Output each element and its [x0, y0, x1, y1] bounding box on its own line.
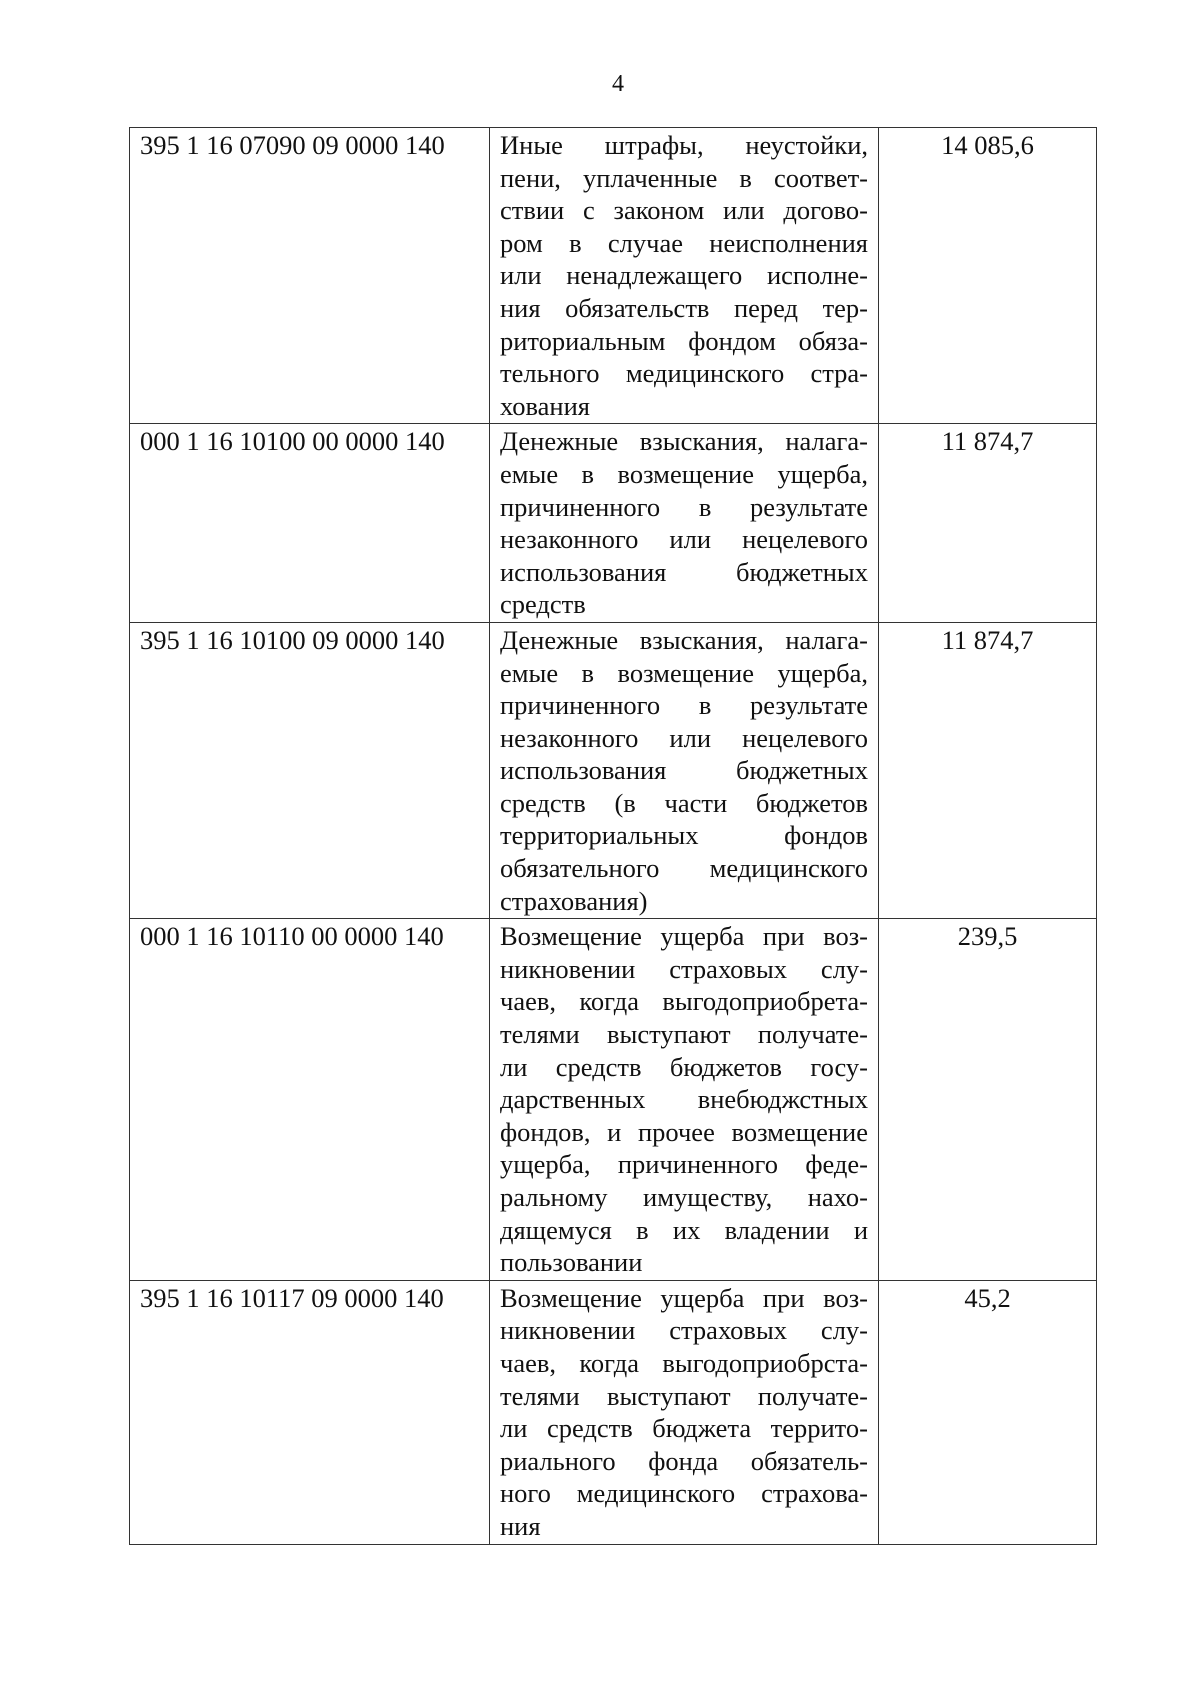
description-line: риального фонда обязатель- — [500, 1445, 868, 1476]
description-line: телями выступают получате- — [500, 1019, 868, 1050]
description-line: дящемуся в их владении и — [500, 1214, 868, 1245]
amount-value: 45,2 — [879, 1280, 1097, 1544]
table-row — [130, 919, 1097, 1281]
description-line: никновении страховых слу- — [500, 1315, 868, 1346]
description-line: пользовании — [500, 1247, 643, 1278]
budget-classification-code: 395 1 16 07090 09 0000 140 — [130, 128, 490, 424]
description-line: фондов, и прочее возмещение — [500, 1116, 868, 1147]
description-line: ния обязательств перед тер- — [500, 292, 868, 323]
description-line: страхования) — [500, 885, 648, 916]
revenue-description — [490, 622, 879, 918]
description-line: дарственных внебюджстных — [500, 1084, 868, 1115]
budget-classification-code: 000 1 16 10110 00 0000 140 — [130, 919, 490, 1281]
description-line: средств (в части бюджетов — [500, 787, 868, 818]
budget-classification-code: 395 1 16 10100 09 0000 140 — [130, 622, 490, 918]
revenue-description — [490, 128, 879, 424]
description-line: Иные штрафы, неустойки, — [500, 130, 868, 160]
description-line: емые в возмещение ущерба, — [500, 657, 868, 688]
description-line: причиненного в результате — [500, 690, 868, 721]
amount-value: 14 085,6 — [879, 128, 1097, 424]
description-line: никновении страховых слу- — [500, 953, 868, 984]
description-line: ли средств бюджета террито- — [500, 1413, 868, 1444]
description-line: ствии с законом или догово- — [500, 195, 868, 226]
description-line: обязательного медицинского — [500, 853, 868, 884]
amount-value: 11 874,7 — [879, 622, 1097, 918]
table-row — [130, 1280, 1097, 1544]
description-line: ния — [500, 1510, 541, 1541]
amount-value: 11 874,7 — [879, 424, 1097, 623]
revenue-description — [490, 1280, 879, 1544]
description-line: ного медицинского страхова- — [500, 1478, 868, 1509]
description-line: ром в случае неисполнения — [500, 227, 868, 258]
description-line: емые в возмещение ущерба, — [500, 458, 868, 489]
description-line: Возмещение ущерба при воз- — [500, 1282, 868, 1313]
description-line: телями выступают получате- — [500, 1380, 868, 1411]
description-line: чаев, когда выгодоприобрста- — [500, 1347, 868, 1378]
description-line: использования бюджетных — [500, 556, 868, 587]
description-line: использования бюджетных — [500, 755, 868, 786]
description-line: Денежные взыскания, налага- — [500, 624, 868, 655]
description-line: Возмещение ущерба при воз- — [500, 921, 868, 952]
budget-classification-code: 395 1 16 10117 09 0000 140 — [130, 1280, 490, 1544]
description-line: хования — [500, 390, 590, 421]
description-line: Денежные взыскания, налага- — [500, 426, 868, 457]
revenue-description — [490, 919, 879, 1281]
description-line: ральному имуществу, нахо- — [500, 1182, 868, 1212]
description-line: чаев, когда выгодоприобрета- — [500, 986, 868, 1017]
description-line: ущерба, причиненного феде- — [500, 1149, 868, 1180]
page-number: 4 — [612, 71, 624, 97]
amount-value: 239,5 — [879, 919, 1097, 1281]
description-line: тельного медицинского стра- — [500, 358, 868, 389]
description-line: пени, уплаченные в соответ- — [500, 162, 868, 193]
description-line: риториальным фондом обяза- — [500, 325, 868, 356]
table-body — [130, 128, 1097, 1545]
revenue-description — [490, 424, 879, 623]
description-line: причиненного в результате — [500, 491, 868, 522]
description-line: средств — [500, 589, 586, 620]
table-row — [130, 622, 1097, 918]
budget-classification-code: 000 1 16 10100 00 0000 140 — [130, 424, 490, 623]
description-line: или ненадлежащего исполне- — [500, 260, 868, 291]
description-line: незаконного или нецелевого — [500, 722, 868, 753]
budget-revenue-table — [129, 127, 1097, 1545]
table-row — [130, 128, 1097, 424]
table-row — [130, 424, 1097, 623]
description-line: ли средств бюджетов госу- — [500, 1051, 868, 1082]
description-line: территориальных фондов — [500, 820, 868, 851]
description-line: незаконного или нецелевого — [500, 524, 868, 555]
